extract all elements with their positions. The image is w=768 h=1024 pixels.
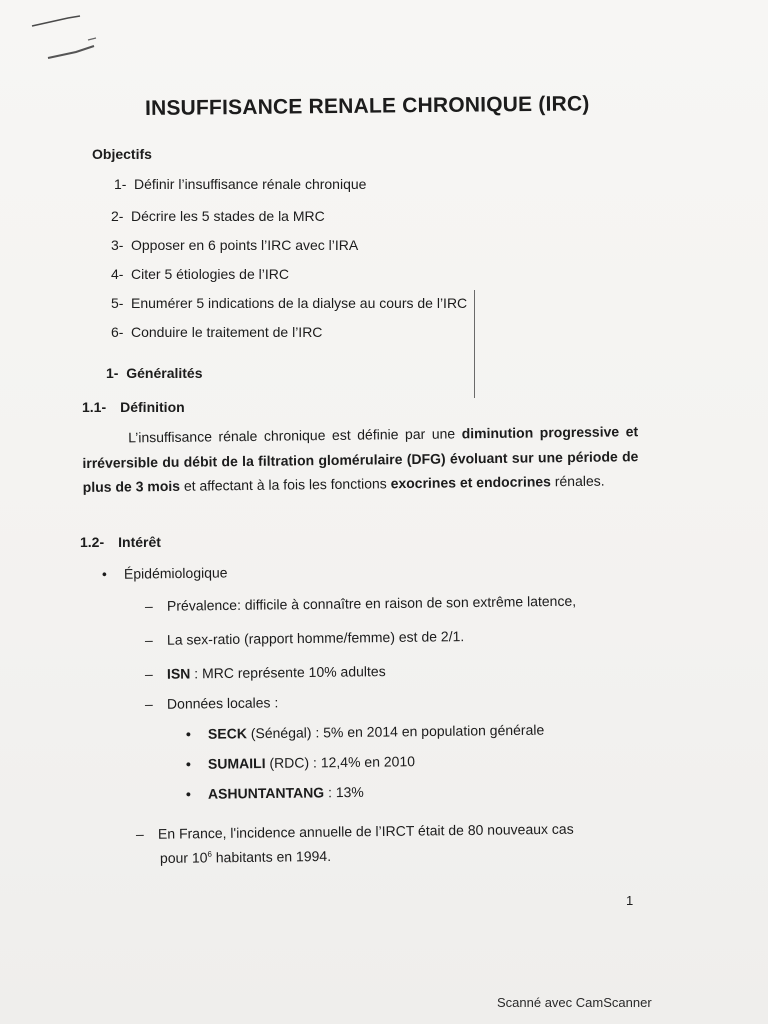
france-item: – En France, l'incidence annuelle de l’IRCT était de 80 nouveaux cas: [135, 820, 574, 842]
scan-line: [474, 290, 475, 398]
epidemiology-bullet: • Épidémiologique: [101, 564, 228, 582]
sex-ratio-item: – La sex-ratio (rapport homme/femme) est de 2/1.: [144, 628, 465, 648]
france-item-continued: pour $10^6$ habitants en 1994.: [159, 847, 332, 866]
local-data-item: – Données locales :: [144, 694, 279, 712]
objective-item: 5- Enumérer 5 indications de la dialyse au cours de l’IRC: [111, 295, 468, 311]
objective-item: 4- Citer 5 étiologies de l’IRC: [111, 266, 289, 282]
objective-item: 6- Conduire le traitement de l’IRC: [111, 324, 323, 340]
objectives-heading: Objectifs: [92, 146, 152, 162]
isn-item: – ISN : MRC représente 10% adultes: [144, 663, 386, 682]
scanner-watermark: Scanné avec CamScanner: [497, 995, 652, 1010]
objective-item: 2- Décrire les 5 stades de la MRC: [111, 208, 325, 224]
document-title: INSUFFISANCE RENALE CHRONIQUE (IRC): [144, 92, 590, 120]
section-1-1-heading: 1.1- Définition: [82, 399, 185, 415]
scan-mark: [28, 12, 108, 67]
page-number: 1: [626, 893, 634, 908]
section-1-heading: 1- Généralités: [106, 365, 203, 381]
objective-item: 1- Définir l’insuffisance rénale chronique: [114, 176, 367, 192]
local-item-sumaili: • SUMAILI (RDC) : 12,4% en 2010: [185, 753, 416, 772]
local-item-seck: • SECK (Sénégal) : 5% en 2014 en population générale: [185, 721, 545, 742]
local-item-ashuntantang: • ASHUNTANTANG : 13%: [185, 783, 364, 802]
section-1-2-heading: 1.2- Intérêt: [80, 534, 161, 550]
objective-item: 3- Opposer en 6 points l’IRC avec l’IRA: [111, 237, 359, 253]
definition-paragraph: L’insuffisance rénale chronique est définie par une diminution progressive et irréversible du débit de la filtration glomérulaire (DFG) évoluant sur une période de plus de 3 mois et affectant à la fois les fonctions exocrines et endocrines rénales.: [82, 423, 639, 495]
prevalence-item: – Prévalence: difficile à connaître en raison de son extrême latence,: [144, 592, 577, 614]
